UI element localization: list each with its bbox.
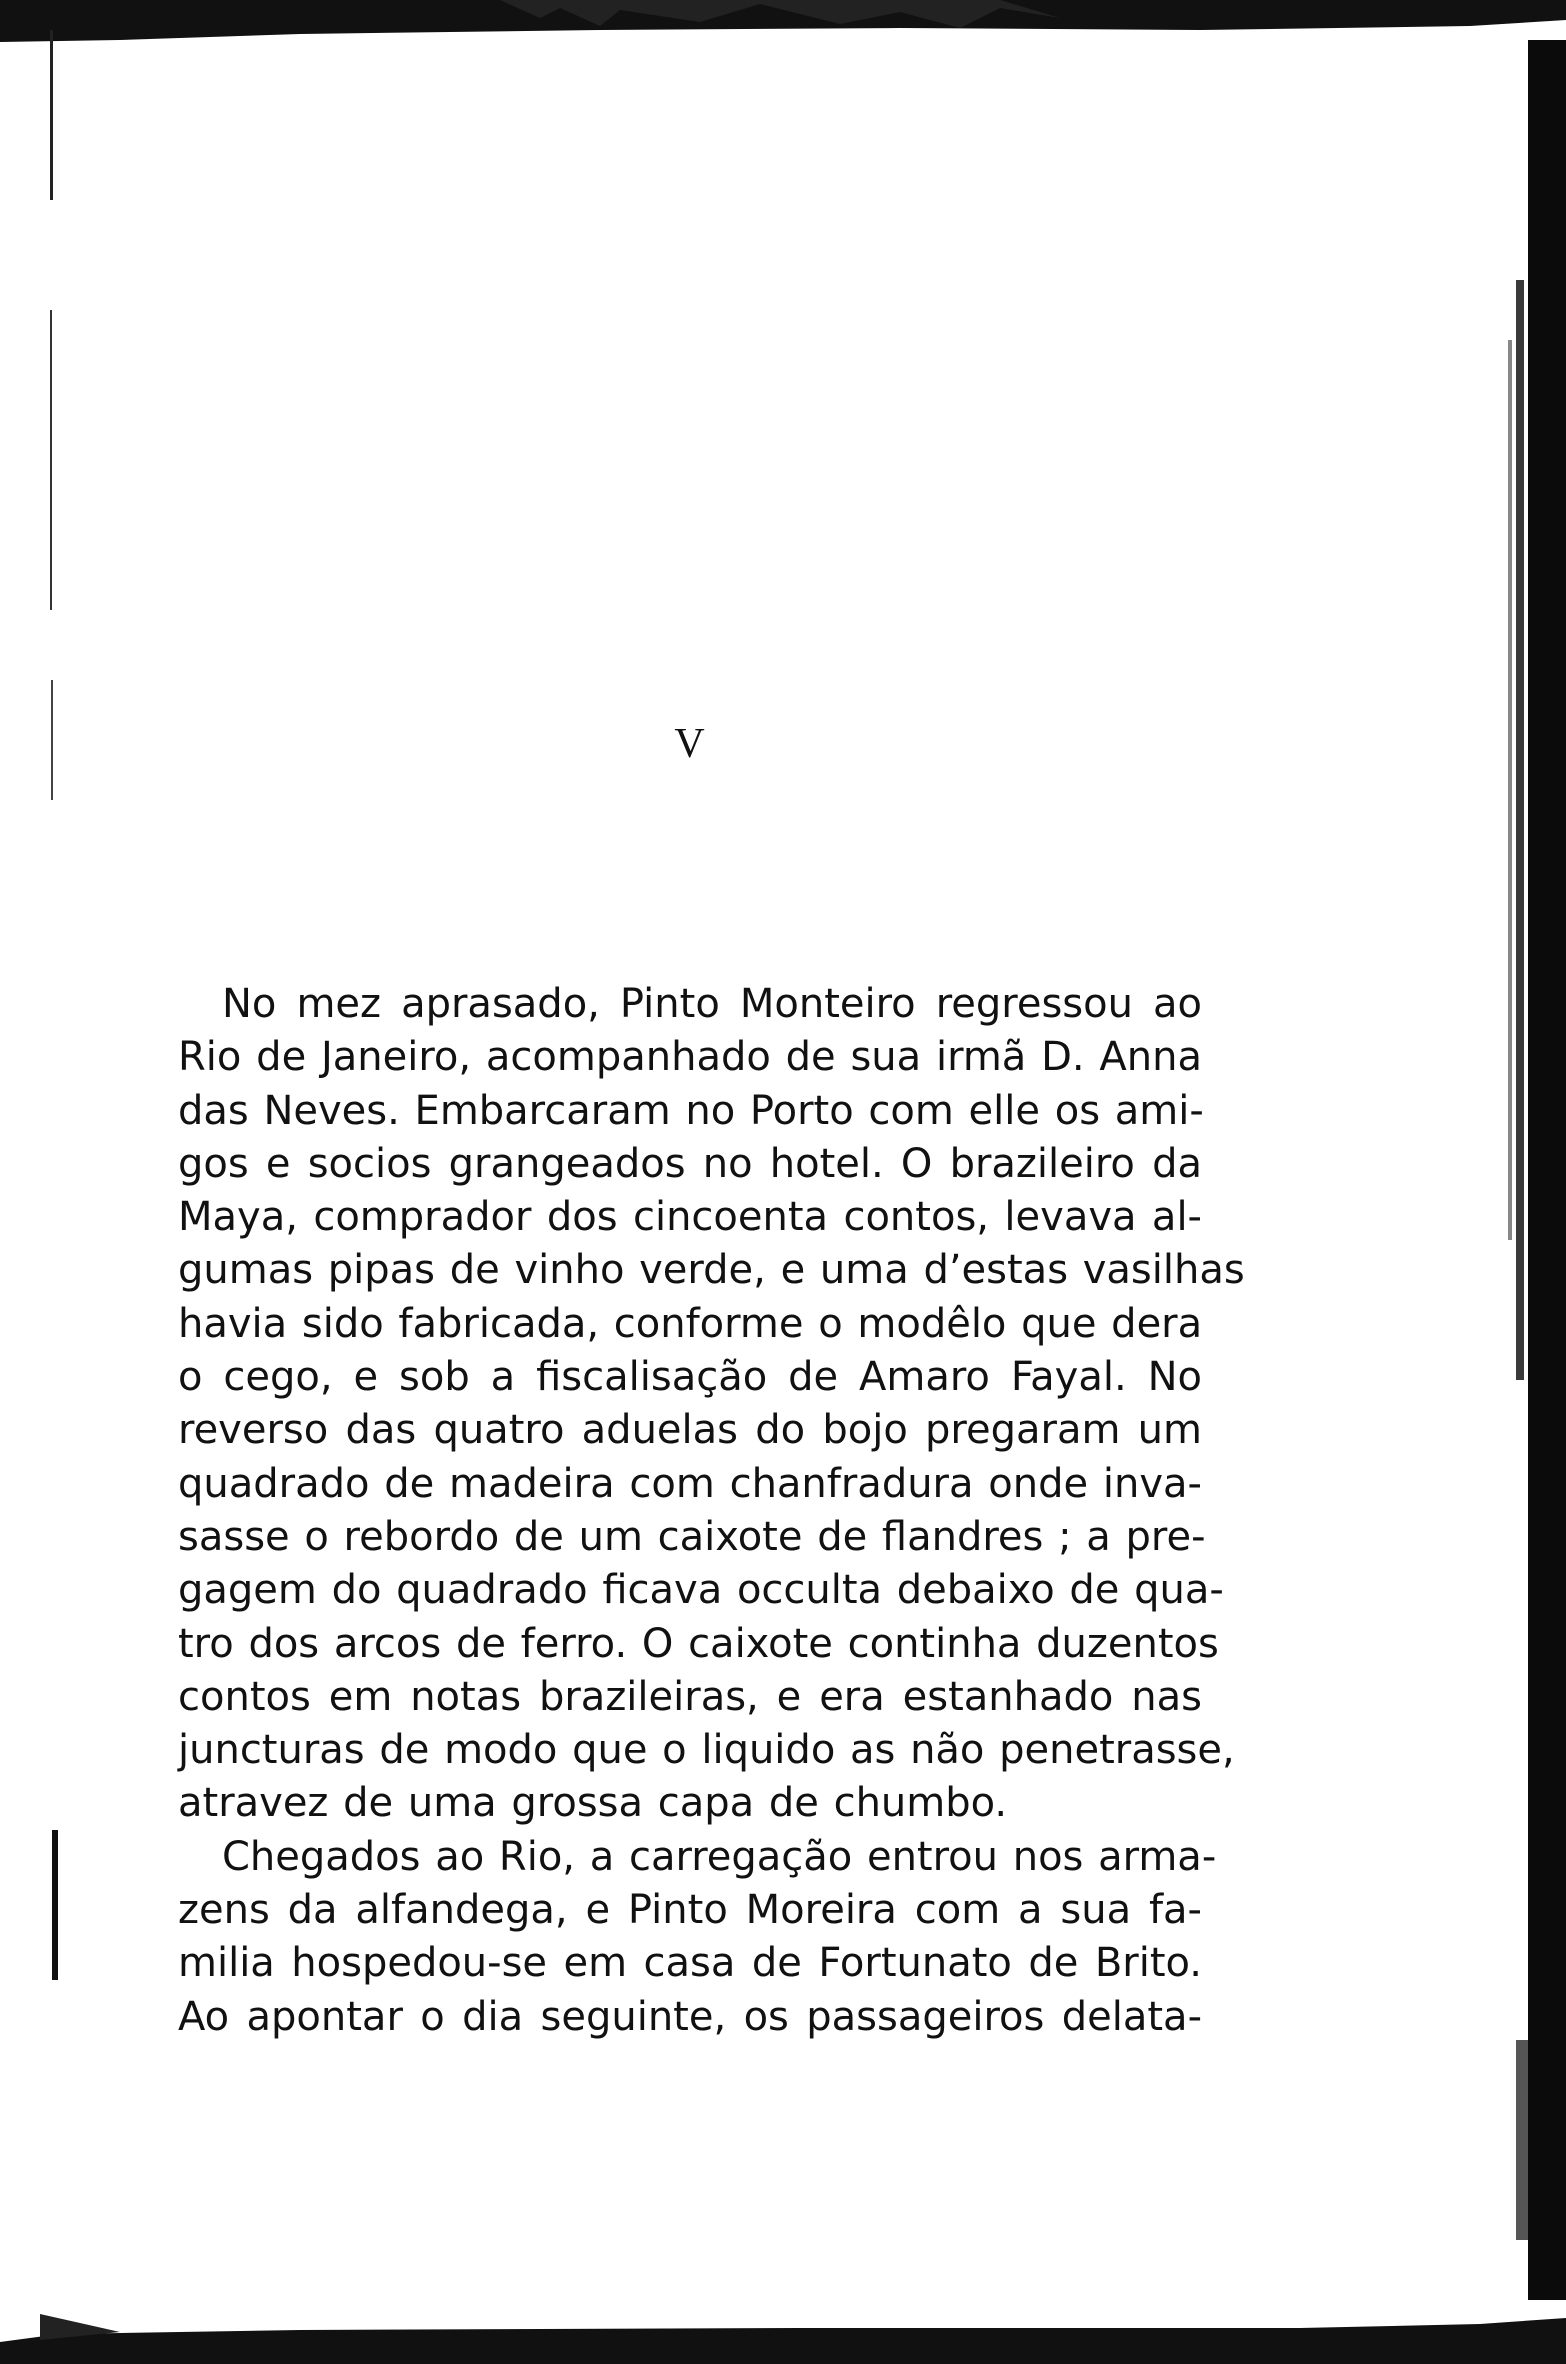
- scan-edge-bottom: [0, 2254, 1566, 2364]
- chapter-number: V: [674, 721, 706, 767]
- text-line: No mez aprasado, Pinto Monteiro regressou ao: [222, 981, 1202, 1027]
- paragraph: [178, 1831, 1217, 2044]
- text-line: sasse o rebordo de um caixote de flandres ; a pre-: [178, 1513, 1206, 1560]
- text-line: quadrado de madeira com chanfradura onde inva-: [178, 1460, 1202, 1507]
- text-line: tro dos arcos de ferro. O caixote continha duzentos: [178, 1620, 1219, 1667]
- text-line: gos e socios grangeados no hotel. O brazileiro da: [178, 1140, 1202, 1187]
- text-line: Maya, comprador dos cincoenta contos, levava al-: [178, 1194, 1202, 1241]
- paragraph: [178, 978, 1245, 1831]
- text-line: juncturas de modo que o liquido as não penetrasse,: [178, 1727, 1235, 1774]
- text-line: havia sido fabricada, conforme o modêlo que dera: [178, 1300, 1203, 1347]
- text-line: atravez de uma grossa capa de chumbo.: [178, 1780, 1008, 1827]
- scan-edge-left: [40, 30, 70, 2330]
- text-line: milia hospedou-se em casa de Fortunato de Brito.: [178, 1940, 1202, 1987]
- text-line: gumas pipas de vinho verde, e uma d’estas vasilhas: [178, 1247, 1245, 1294]
- page-body: [178, 978, 1245, 2044]
- text-line: Chegados ao Rio, a carregação entrou nos arma-: [222, 1833, 1217, 1880]
- text-line: o cego, e sob a fiscalisação de Amaro Fayal. No: [178, 1354, 1202, 1401]
- text-line: Ao apontar o dia seguinte, os passageiros delata-: [178, 1993, 1202, 2040]
- text-line: Rio de Janeiro, acompanhado de sua irmã D. Anna: [178, 1034, 1202, 1081]
- scan-edge-right: [1486, 40, 1566, 2300]
- text-line: zens da alfandega, e Pinto Moreira com a sua fa-: [178, 1887, 1202, 1934]
- text-line: contos em notas brazileiras, e era estanhado nas: [178, 1673, 1202, 1720]
- text-line: gagem do quadrado ficava occulta debaixo de qua-: [178, 1567, 1224, 1614]
- scan-edge-top: [0, 0, 1566, 42]
- text-line: das Neves. Embarcaram no Porto com elle os ami-: [178, 1087, 1204, 1134]
- text-line: reverso das quatro aduelas do bojo pregaram um: [178, 1407, 1202, 1454]
